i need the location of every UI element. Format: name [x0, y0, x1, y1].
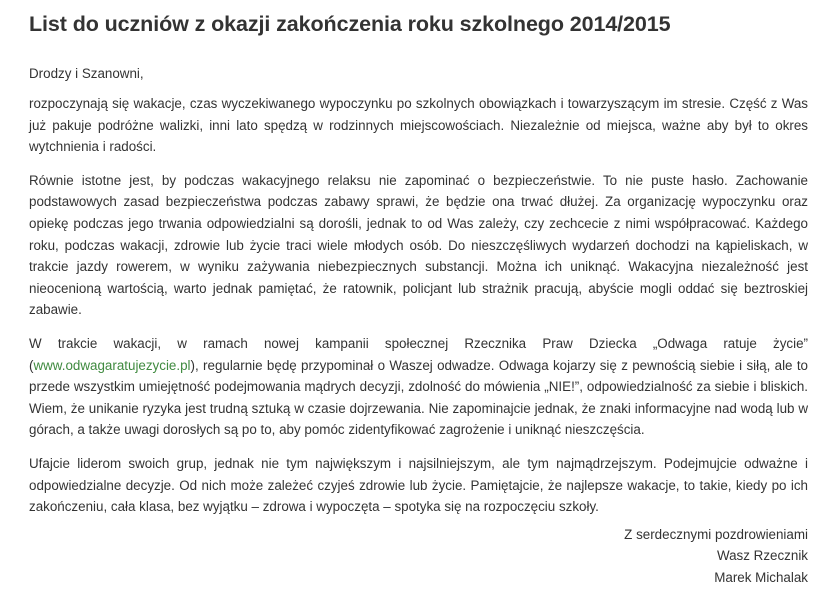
greeting: Drodzy i Szanowni, — [29, 66, 144, 81]
signature-closing: Z serdecznymi pozdrowieniami — [624, 526, 808, 542]
paragraph-1: rozpoczynają się wakacje, czas wyczekiwanego wypoczynku po szkolnych obowiązkach i towarzyszącym im stresie. Część z Was już pakuje podróżne walizki, inni lato spędzą w rodzinnych miejscowościach. Niezależnie od miejsca, ważne aby był to okres wytchnienia i radości. — [29, 96, 808, 155]
campaign-link[interactable]: www.odwagaratujezycie.pl — [33, 357, 191, 373]
paragraph-2: Równie istotne jest, by podczas wakacyjnego relaksu nie zapominać o bezpieczeństwie. To nie puste hasło. Zachowanie podstawowych zasad bezpieczeństwa podczas zabawy sprawi, że będzie ona trwać dłużej. Za organizację wypoczynku oraz opiekę podczas jego trwania odpowiedzialni są dorośli, jednak to od Was zależy, czy zechcecie z nimi współpracować. Każdego roku, podczas wakacji, zdrowie lub życie traci wiele młodych osób. Do nieszczęśliwych wydarzeń dochodzi na kąpieliskach, w trakcie jazdy rowerem, w wyniku zażywania niebezpiecznych substancji. Można ich uniknąć. Wakacyjna niezależność jest nieocenioną wartością, warto jednak pamiętać, że ratownik, policjant lub strażnik pracują, abyście mogli oddać się beztroskiej zabawie. — [29, 172, 808, 318]
signature — [29, 524, 808, 589]
signature-role: Wasz Rzecznik — [716, 548, 808, 564]
paragraph-3-end: ), regularnie będę przypominał o Waszej odwadze. Odwaga kojarzy się z pewnością siebie i siłą, ale to przede wszystkim umiejętność podejmowania mądrych decyzji, zdolność do mówienia „NIE!”, odpowiedzialność za siebie i bliskich. Wiem, że unikanie ryzyka jest trudną sztuką w czasie dojrzewania. Nie zapominajcie jednak, że znaki informacyjne nad wodą lub w górach, a także uwagi dorosłych są po to, aby pomóc zidentyfikować zagrożenie i uniknąć nieszczęścia. — [29, 357, 808, 438]
paragraph-3 — [29, 333, 808, 441]
signature-name: Marek Michalak — [714, 569, 808, 585]
paragraph-4: Ufajcie liderom swoich grup, jednak nie tym największym i najsilniejszym, ale tym najmądrzejszym. Podejmujcie odważne i odpowiedzialne decyzje. Od nich może zależeć czyjeś zdrowie lub życie. Pamiętajcie, że najlepsze wakacje, to takie, kiedy po ich zakończeniu, cała klasa, bez wyjątku – zdrowa i wypoczęta – spotyka się na rozpoczęciu szkoły. — [29, 455, 808, 515]
page-title: List do uczniów z okazji zakończenia roku szkolnego 2014/2015 — [29, 12, 671, 36]
paragraph-3-start: W trakcie wakacji, w ramach nowej kampanii społecznej Rzecznika Praw Dziecka „Odwaga ratuje życie” ( — [29, 335, 808, 373]
